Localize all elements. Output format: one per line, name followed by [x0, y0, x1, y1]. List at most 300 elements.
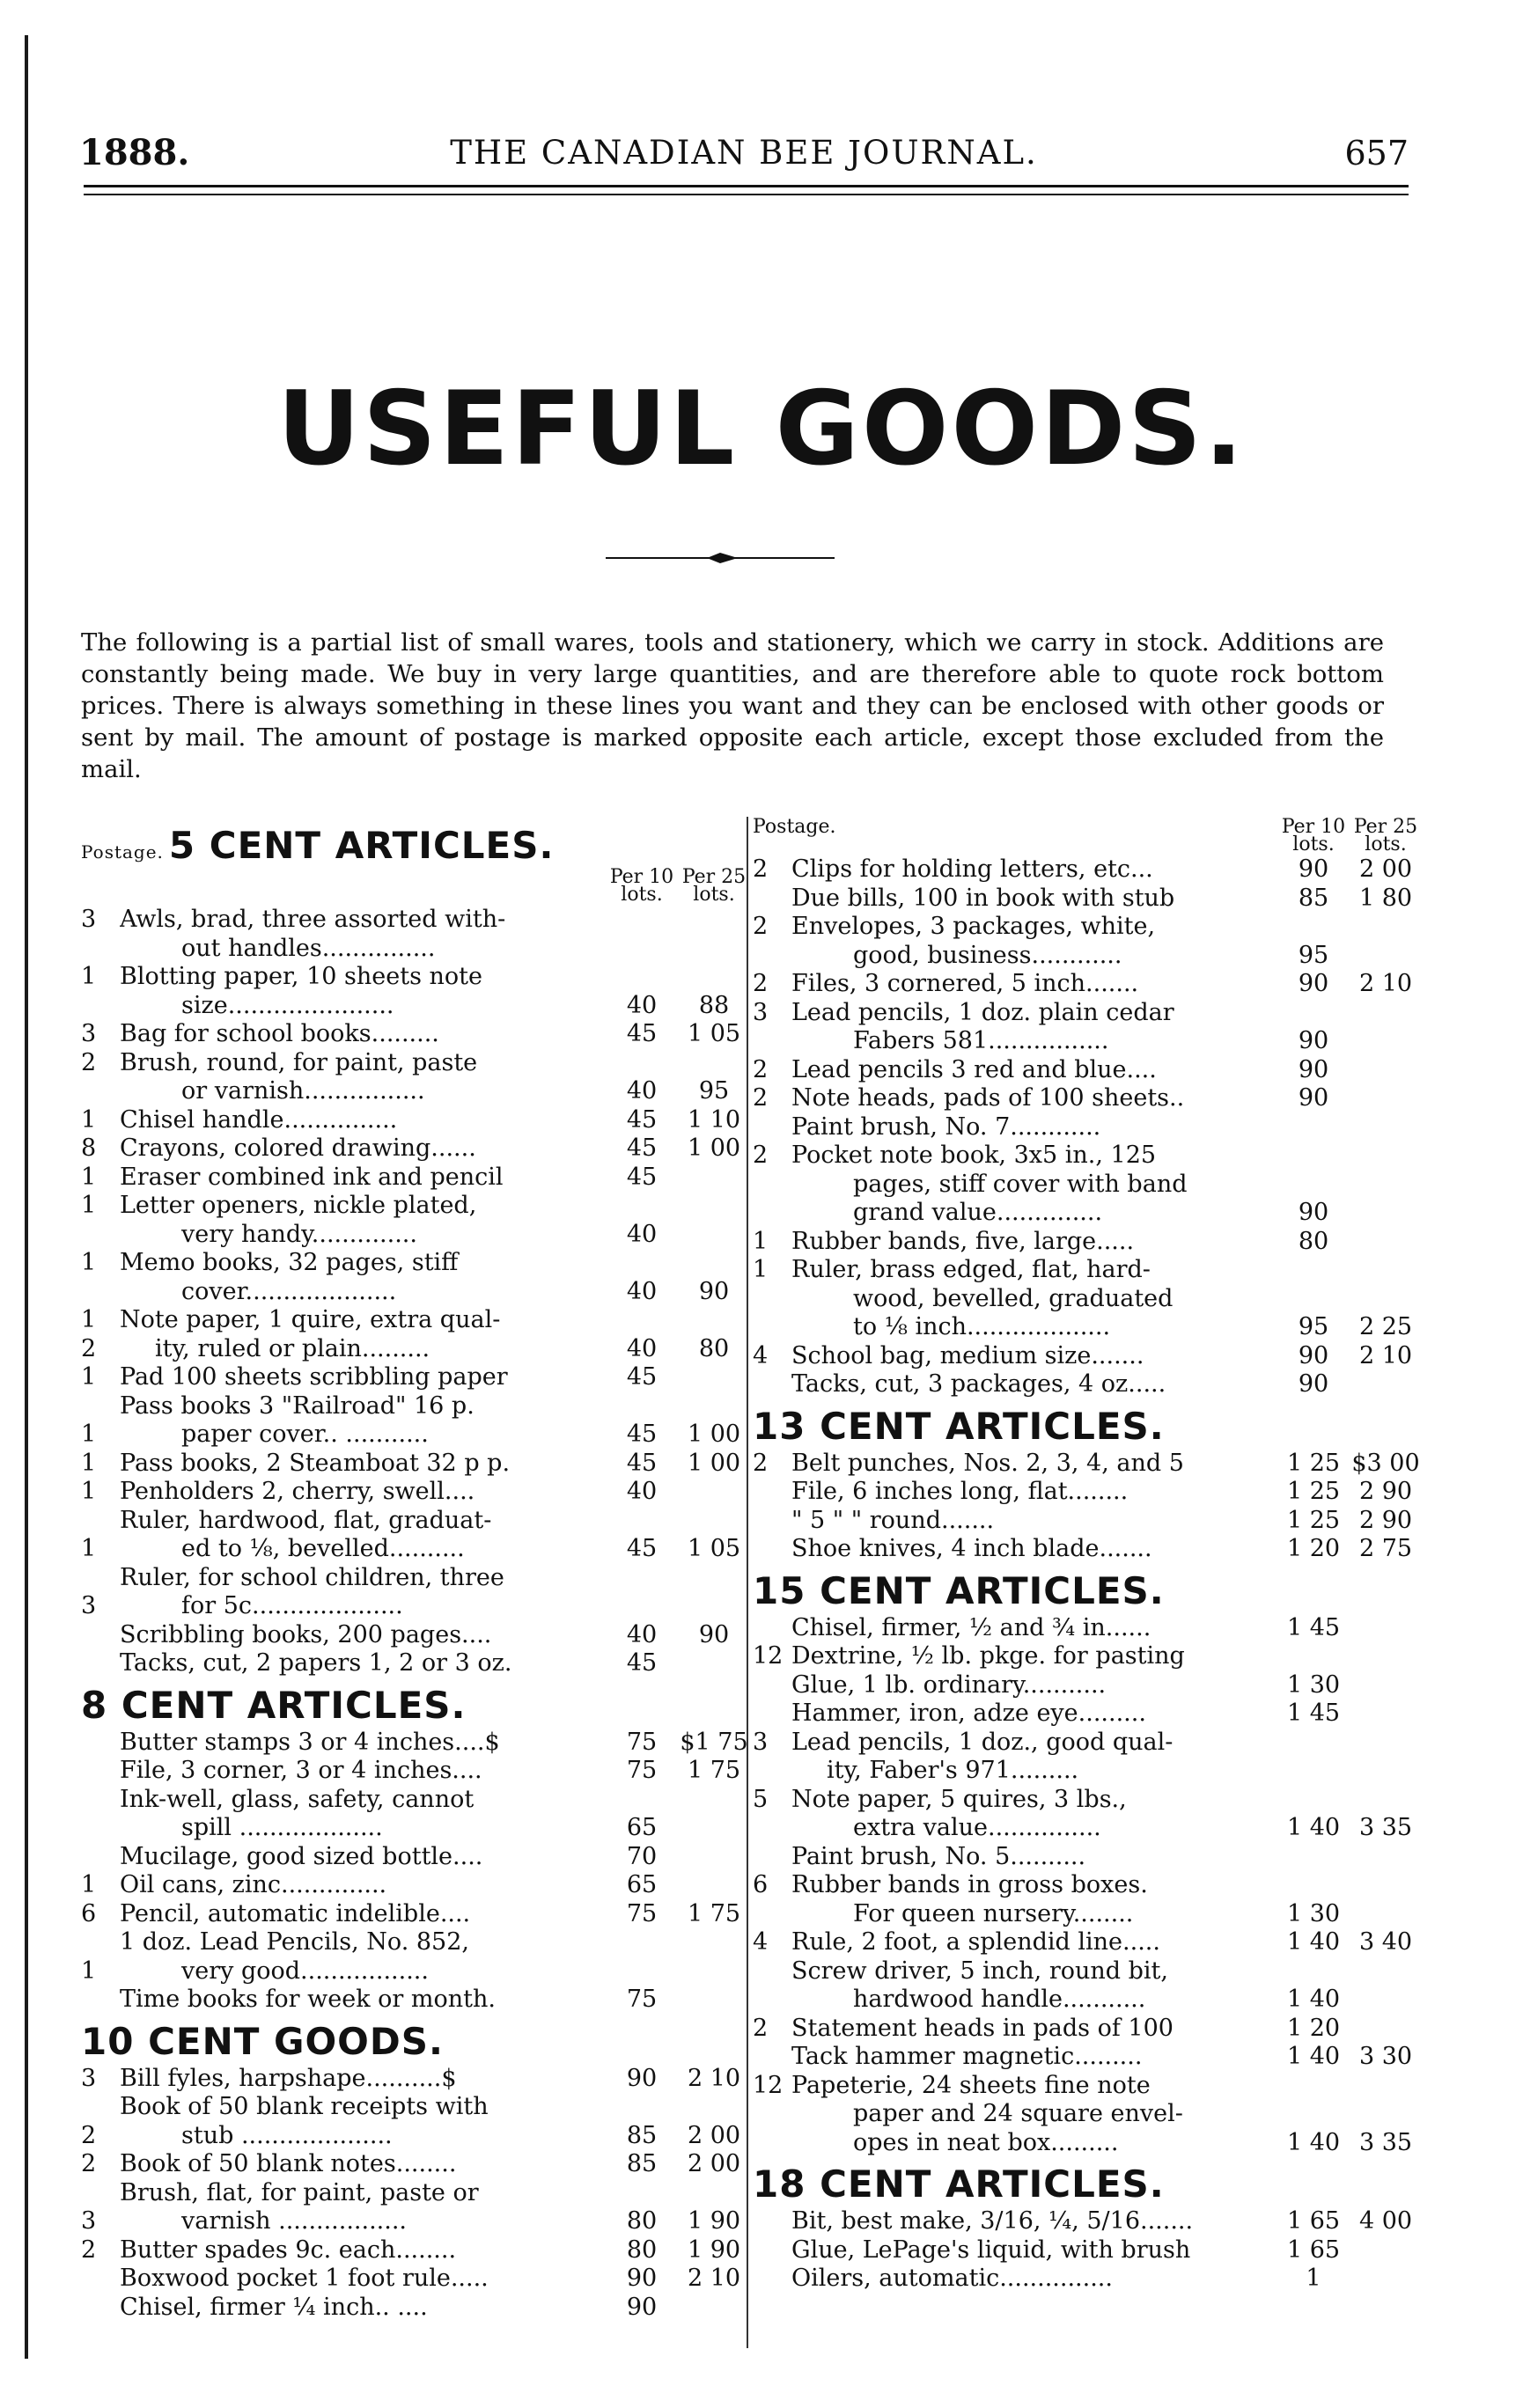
item-row	[753, 1370, 1422, 1399]
postage-value: 1	[81, 1105, 97, 1134]
price-per-25: 1 90	[687, 2235, 741, 2264]
price-per-10: 90	[626, 2265, 658, 2292]
item-name: cover....................	[181, 1277, 397, 1305]
postage-value	[753, 2207, 791, 2236]
postage-value	[81, 1507, 120, 1536]
price-per-25	[1350, 2100, 1422, 2129]
price-per-10: 40	[626, 1478, 658, 1505]
postage-value	[753, 1986, 791, 2015]
item-row	[81, 992, 750, 1021]
price-per-10	[1277, 1786, 1350, 1815]
item-name: very good.................	[181, 1956, 429, 1985]
price-per-10	[606, 906, 678, 935]
item-row	[81, 1335, 750, 1364]
price-per-10: 1 30	[1286, 1670, 1341, 1699]
postage-value	[753, 942, 791, 971]
price-per-10: 45	[626, 1105, 658, 1134]
postage-value: 1	[81, 1449, 97, 1477]
postage-value	[753, 2100, 791, 2129]
postage-value: 1	[81, 963, 97, 990]
left-column	[81, 819, 750, 2322]
price-per-25: $1 75	[680, 1728, 748, 1756]
price-per-10	[606, 1957, 678, 1986]
price-per-10: 1 40	[1286, 1928, 1341, 1956]
item-name: grand value..............	[853, 1199, 1103, 1226]
section-heading	[753, 1405, 1422, 1448]
price-per-10	[1277, 1757, 1350, 1786]
item-name: Oilers, automatic...............	[791, 2265, 1113, 2292]
price-per-10	[606, 1786, 678, 1815]
postage-value	[81, 1729, 120, 1758]
item-name: Bag for school books.........	[120, 1020, 439, 1047]
price-per-25: 2 10	[687, 2265, 741, 2292]
price-per-10: 80	[1298, 1227, 1329, 1255]
item-name: " 5 " " round.......	[791, 1506, 995, 1534]
item-name: Papeterie, 24 sheets fine note	[791, 2071, 1151, 2099]
postage-value: 2	[753, 1084, 769, 1112]
postage-value: 6	[81, 1899, 97, 1927]
item-row	[753, 2207, 1422, 2236]
postage-value: 3	[81, 2064, 97, 2092]
item-name: good, business............	[853, 941, 1122, 969]
item-row	[81, 2207, 750, 2236]
price-per-10	[1277, 913, 1350, 942]
price-per-10	[606, 1592, 678, 1621]
price-per-10: 45	[626, 1649, 658, 1677]
price-per-10: 85	[1298, 884, 1329, 912]
item-row	[81, 2150, 750, 2179]
price-per-10: 1 45	[1286, 1613, 1341, 1641]
price-per-25	[678, 1049, 750, 1078]
price-per-10: 65	[626, 1814, 658, 1841]
postage-value	[81, 935, 120, 964]
price-per-10: 70	[626, 1842, 658, 1870]
postage-value: 1	[81, 1478, 97, 1505]
item-row	[81, 1278, 750, 1307]
price-per-25: 1 10	[687, 1105, 741, 1134]
item-name: Paint brush, No. 5..........	[791, 1842, 1086, 1870]
item-row	[753, 1535, 1422, 1564]
price-per-25	[678, 963, 750, 992]
item-name: Book of 50 blank receipts with	[120, 2093, 489, 2120]
postage-value: 3	[81, 2207, 97, 2235]
price-per-25: 3 30	[1358, 2043, 1413, 2070]
price-per-25	[1350, 1084, 1422, 1113]
item-name: Rubber bands, five, large.....	[791, 1227, 1135, 1255]
item-name: Statement heads in pads of 100	[791, 2014, 1174, 2042]
item-row	[753, 1478, 1422, 1507]
postage-value: 3	[81, 1020, 97, 1047]
postage-value	[753, 1313, 791, 1342]
postage-value	[81, 1786, 120, 1815]
item-name: very handy..............	[181, 1220, 417, 1248]
item-name: Pass books, 2 Steamboat 32 p p.	[120, 1449, 511, 1477]
item-row	[753, 1786, 1422, 1815]
postage-value	[753, 1285, 791, 1314]
price-per-25: 1 00	[687, 1421, 741, 1448]
postage-value: 2	[81, 1334, 97, 1362]
price-per-10	[606, 1192, 678, 1221]
postage-value	[81, 1221, 120, 1250]
item-row	[81, 1249, 750, 1278]
postage-value: 3	[81, 906, 97, 933]
item-row	[81, 1020, 750, 1049]
item-row	[753, 1056, 1422, 1085]
price-per-10	[606, 935, 678, 964]
item-row	[753, 1507, 1422, 1536]
item-row	[753, 2043, 1422, 2072]
item-row	[753, 1228, 1422, 1257]
item-row	[81, 1592, 750, 1621]
postage-value: 1	[81, 1956, 97, 1985]
postage-value	[753, 2236, 791, 2265]
item-row	[753, 1199, 1422, 1228]
postage-value: 3	[753, 1728, 769, 1756]
postage-value	[81, 1649, 120, 1678]
price-per-25	[1350, 1871, 1422, 1900]
item-row	[753, 2015, 1422, 2044]
item-name: Tack hammer magnetic.........	[791, 2043, 1143, 2070]
item-row	[753, 1900, 1422, 1929]
item-name: Mucilage, good sized bottle....	[120, 1842, 483, 1870]
postage-value: 2	[81, 2235, 97, 2264]
price-per-25	[678, 2294, 750, 2323]
price-per-25	[678, 1363, 750, 1392]
item-row	[81, 2122, 750, 2151]
item-row	[81, 1478, 750, 1507]
postage-value: 4	[753, 1341, 769, 1369]
price-per-10	[1277, 1171, 1350, 1200]
price-per-25	[678, 1478, 750, 1507]
price-per-10: 40	[626, 1277, 658, 1305]
item-row	[753, 1928, 1422, 1957]
item-row	[81, 1077, 750, 1106]
price-per-25: 80	[698, 1334, 730, 1362]
item-row	[753, 885, 1422, 914]
postage-value	[753, 1171, 791, 1200]
item-name: Due bills, 100 in book with stub	[791, 884, 1175, 912]
postage-value	[753, 1370, 791, 1399]
price-per-25: 1 75	[687, 1899, 741, 1927]
item-row	[753, 2100, 1422, 2129]
price-per-10: 90	[626, 2064, 658, 2092]
item-name: Brush, flat, for paint, paste or	[120, 2178, 479, 2206]
item-row	[81, 1049, 750, 1078]
item-name: ity, ruled or plain.........	[155, 1334, 430, 1362]
price-per-10	[606, 1249, 678, 1278]
price-per-10: 90	[1298, 1199, 1329, 1226]
item-name: Book of 50 blank notes........	[120, 2150, 457, 2177]
postage-value: 2	[753, 913, 769, 940]
item-name: Note paper, 5 quires, 3 lbs.,	[791, 1785, 1127, 1813]
section-heading	[81, 824, 750, 867]
price-per-25	[1350, 1843, 1422, 1872]
price-per-25: 3 35	[1358, 1814, 1413, 1841]
item-row	[81, 1649, 750, 1678]
price-per-25	[678, 1786, 750, 1815]
price-per-10	[1277, 1871, 1350, 1900]
item-row	[753, 1843, 1422, 1872]
price-per-25	[678, 1249, 750, 1278]
postage-value	[753, 1900, 791, 1929]
item-row	[753, 999, 1422, 1028]
postage-value: 2	[753, 1449, 769, 1477]
price-per-10: 45	[626, 1134, 658, 1162]
price-per-10: 40	[626, 1220, 658, 1248]
item-name: Oil cans, zinc..............	[120, 1871, 387, 1898]
item-name: Tacks, cut, 3 packages, 4 oz.....	[791, 1370, 1166, 1398]
price-per-25	[1350, 1142, 1422, 1171]
postage-value: 1	[81, 1871, 97, 1898]
item-name: Belt punches, Nos. 2, 3, 4, and 5	[791, 1449, 1184, 1477]
item-name: Clips for holding letters, etc...	[791, 855, 1153, 883]
price-per-10: 1 40	[1286, 2128, 1341, 2156]
item-row	[753, 1342, 1422, 1371]
postage-value: 12	[753, 1642, 784, 1670]
ornament-divider-icon	[606, 549, 835, 567]
postage-value	[81, 1278, 120, 1307]
header-year: 1888.	[79, 132, 190, 173]
postage-value	[81, 1621, 120, 1650]
postage-value	[753, 1535, 791, 1564]
item-name: Chisel handle...............	[120, 1105, 398, 1134]
price-per-25	[1350, 1900, 1422, 1929]
price-per-10: 85	[626, 2121, 658, 2149]
price-per-10	[1277, 1843, 1350, 1872]
item-row	[753, 1113, 1422, 1142]
item-name: Butter spades 9c. each........	[120, 2235, 457, 2264]
item-row	[81, 1363, 750, 1392]
item-row	[753, 913, 1422, 942]
price-per-10	[1277, 2100, 1350, 2129]
item-row	[81, 1192, 750, 1221]
price-per-25: 2 25	[1358, 1313, 1413, 1340]
price-per-10: 1 20	[1286, 2014, 1341, 2042]
price-per-10: 45	[626, 1363, 658, 1391]
item-name: paper and 24 square envel-	[853, 2100, 1183, 2127]
price-per-25: 4 00	[1358, 2207, 1413, 2235]
intro-paragraph	[81, 627, 1384, 785]
item-name: Letter openers, nickle plated,	[120, 1192, 477, 1219]
spacer	[814, 819, 1277, 855]
price-per-10	[606, 963, 678, 992]
right-column	[753, 816, 1422, 2294]
header-rule-thin	[84, 194, 1409, 195]
price-per-10	[1277, 1285, 1350, 1314]
price-per-25	[1350, 1957, 1422, 1986]
price-per-25: 1 00	[687, 1134, 741, 1162]
price-per-25	[678, 2179, 750, 2208]
price-per-10: 1 45	[1286, 1700, 1341, 1727]
postage-value: 1	[753, 1256, 769, 1283]
postage-value	[81, 1564, 120, 1593]
item-name: Glue, LePage's liquid, with brush	[791, 2235, 1191, 2264]
price-per-10: 80	[626, 2207, 658, 2235]
item-name: Hammer, iron, adze eye.........	[791, 1700, 1146, 1727]
price-per-10	[606, 1564, 678, 1593]
price-per-25: 3 35	[1358, 2128, 1413, 2156]
price-per-10	[606, 1049, 678, 1078]
price-per-25	[1350, 1700, 1422, 1729]
item-name: or varnish................	[181, 1077, 425, 1105]
item-name: Pass books 3 "Railroad" 16 p.	[120, 1391, 475, 1420]
postage-value: 1	[81, 1249, 97, 1276]
section-title: 8 CENT ARTICLES.	[81, 1683, 467, 1727]
item-row	[81, 1507, 750, 1536]
postage-value	[81, 1814, 120, 1843]
price-per-25	[678, 1957, 750, 1986]
item-row	[753, 2265, 1422, 2294]
postage-value	[753, 1027, 791, 1056]
item-name: Files, 3 cornered, 5 inch.......	[791, 970, 1139, 997]
price-per-10	[1277, 999, 1350, 1028]
price-per-10: 75	[626, 1899, 658, 1927]
price-per-25: 2 90	[1358, 1506, 1413, 1534]
price-per-25	[678, 1221, 750, 1250]
price-per-25	[1350, 1171, 1422, 1200]
price-per-10: 75	[626, 1757, 658, 1784]
postage-value: 4	[753, 1928, 769, 1956]
postage-value	[753, 1113, 791, 1142]
price-per-25: 2 90	[1358, 1478, 1413, 1505]
item-name: spill ...................	[181, 1814, 383, 1841]
postage-value: 2	[753, 970, 769, 997]
item-row	[753, 1142, 1422, 1171]
price-per-25	[678, 1306, 750, 1335]
postage-value: 6	[753, 1871, 769, 1898]
price-per-10	[1277, 1256, 1350, 1285]
price-per-25	[1350, 942, 1422, 971]
item-row	[753, 1814, 1422, 1843]
item-row	[81, 1134, 750, 1164]
item-name: Ink-well, glass, safety, cannot	[120, 1785, 475, 1813]
price-per-25: 2 00	[687, 2150, 741, 2177]
item-name: ity, Faber's 971.........	[827, 1757, 1079, 1784]
item-name: Pad 100 sheets scribbling paper	[120, 1363, 508, 1391]
postage-value	[81, 2093, 120, 2122]
item-name: to ⅛ inch...................	[853, 1313, 1111, 1340]
price-per-25	[1350, 1757, 1422, 1786]
item-name: pages, stiff cover with band	[853, 1170, 1188, 1198]
item-row	[753, 1027, 1422, 1056]
price-per-25	[1350, 2265, 1422, 2294]
item-name: School bag, medium size.......	[791, 1341, 1144, 1369]
postage-value: 2	[81, 1048, 97, 1076]
per-25-heading: Per 25 lots.	[681, 866, 747, 906]
price-per-25	[1350, 1199, 1422, 1228]
postage-value	[753, 1957, 791, 1986]
price-per-10: 1 20	[1286, 1535, 1341, 1562]
price-per-25	[678, 1592, 750, 1621]
item-name: For queen nursery........	[853, 1899, 1134, 1927]
price-per-10: 1 65	[1286, 2235, 1341, 2264]
item-name: Eraser combined ink and pencil	[120, 1163, 504, 1191]
price-per-10: 1 40	[1286, 2043, 1341, 2070]
price-per-25	[1350, 1786, 1422, 1815]
item-row	[753, 2072, 1422, 2101]
section-title: 13 CENT ARTICLES.	[753, 1404, 1165, 1448]
price-per-10: 1 25	[1286, 1449, 1341, 1477]
price-per-25: 3 40	[1358, 1928, 1413, 1956]
item-name: extra value...............	[853, 1814, 1101, 1841]
item-name: Ruler, for school children, three	[120, 1563, 504, 1591]
price-per-25	[1350, 913, 1422, 942]
item-name: size......................	[181, 991, 394, 1019]
page-title: USEFUL GOODS.	[276, 370, 1247, 488]
item-row	[81, 1786, 750, 1815]
item-row	[753, 1313, 1422, 1342]
price-per-25	[678, 1392, 750, 1421]
per-10-heading: Per 10 lots.	[609, 866, 674, 906]
page-number: 657	[1344, 134, 1409, 173]
item-name: Pencil, automatic indelible....	[120, 1899, 471, 1927]
postage-value	[753, 1199, 791, 1228]
postage-value	[81, 2294, 120, 2323]
price-per-10: 1 25	[1286, 1478, 1341, 1505]
item-name: Envelopes, 3 packages, white,	[791, 913, 1156, 940]
item-name: Screw driver, 5 inch, round bit,	[791, 1956, 1168, 1985]
price-per-25: 2 75	[1358, 1535, 1413, 1562]
price-per-10: 45	[626, 1020, 658, 1047]
spacer	[143, 869, 606, 906]
postage-value: 12	[753, 2071, 784, 2099]
price-per-25	[1350, 2015, 1422, 2044]
price-per-10: 90	[1298, 1027, 1329, 1054]
postage-value	[81, 2265, 120, 2294]
postage-value: 2	[753, 855, 769, 883]
price-per-25: 2 00	[687, 2121, 741, 2149]
item-row	[81, 2236, 750, 2265]
postage-value: 2	[81, 2150, 97, 2177]
price-per-25	[678, 906, 750, 935]
item-name: Penholders 2, cherry, swell....	[120, 1478, 475, 1505]
postage-value	[81, 2179, 120, 2208]
item-name: Chisel, firmer ¼ inch.. ....	[120, 2293, 428, 2321]
section-heading	[81, 1684, 750, 1727]
column-headings	[81, 866, 750, 906]
price-per-25: 1 05	[687, 1020, 741, 1047]
item-row	[81, 1957, 750, 1986]
item-row	[753, 2129, 1422, 2158]
item-name: File, 6 inches long, flat........	[791, 1478, 1129, 1505]
item-row	[753, 2236, 1422, 2265]
price-per-25: 2 10	[1358, 1341, 1413, 1369]
postage-value: 3	[753, 998, 769, 1026]
item-name: Paint brush, No. 7............	[791, 1112, 1101, 1141]
item-row	[753, 1671, 1422, 1700]
price-per-10: 75	[626, 1728, 658, 1756]
price-per-25	[678, 1649, 750, 1678]
price-per-10: 1 40	[1286, 1814, 1341, 1841]
price-per-25: 90	[698, 1277, 730, 1305]
header-rule	[84, 185, 1409, 187]
postage-heading	[81, 869, 143, 906]
item-row	[81, 1757, 750, 1786]
postage-value	[753, 2129, 791, 2158]
price-per-25	[1350, 999, 1422, 1028]
price-per-25	[1350, 2236, 1422, 2265]
journal-title: THE CANADIAN BEE JOURNAL.	[450, 134, 1038, 172]
postage-value	[753, 1478, 791, 1507]
item-name: paper cover.. ...........	[181, 1421, 429, 1448]
price-per-25	[1350, 1614, 1422, 1643]
item-row	[753, 942, 1422, 971]
item-row	[753, 1642, 1422, 1671]
postage-value: 2	[753, 1055, 769, 1083]
price-per-25	[1350, 1671, 1422, 1700]
item-row	[81, 2179, 750, 2208]
item-name: Chisel, firmer, ½ and ¾ in......	[791, 1613, 1151, 1641]
